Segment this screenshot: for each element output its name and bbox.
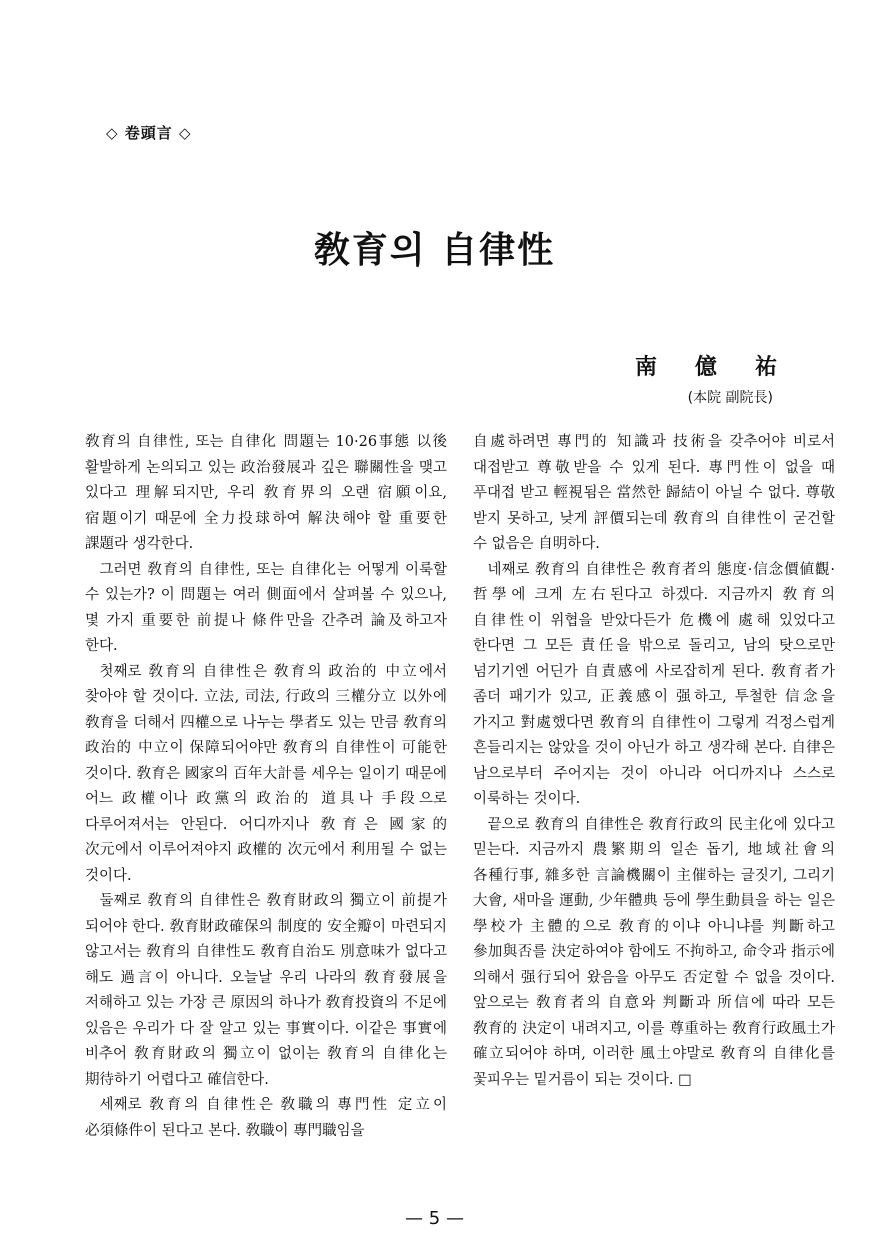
paragraph: 自處하려면 專門的 知識과 技術을 갖추어야 비로서 대접받고 尊敬받을 수 있게 된다. 專門性이 없을 때 푸대접 받고 輕視됨은 當然한 歸結이 아닐 수 없다. 尊敬 받지 못하고, 낮게 評價되는데 敎育의 自律性이 굳건할 수 없음은 自明하다. — [473, 434, 835, 552]
paragraph: 둘째로 敎育의 自律性은 敎育財政의 獨立이 前提가 되어야 한다. 敎育財政確保의 制度的 安全瓣이 마련되지 않고서는 敎育의 自律性도 敎育自治도 別意味가 없다고 해도 過言이 아니다. 오늘날 우리 나라의 敎育發展을 저해하고 있는 가장 큰 原因의 하나가 敎育投資의 不足에 있음은 우리가 다 잘 알고 있는 事實이다. 이같은 事實에 비추어 敎育財政의 獨立이 없이는 敎育의 自律化는 期待하기 어렵다고 確信한다. — [85, 893, 447, 1088]
paragraph: 끝으로 敎育의 自律性은 敎育行政의 民主化에 있다고 믿는다. 지금까지 農繁期의 일손 돕기, 地域社會의 各種行事, 雜多한 言論機關이 主催하는 글짓기, 그리기 大會, 새마을 運動, 少年體典 등에 學生動員을 하는 일은 學校가 主體的으로 敎育的이냐 아니냐를 判斷하고 參加與否를 決定하여야 함에도 不拘하고, 命令과 指示에 의해서 强行되어 왔음을 아무도 否定할 수 없을 것이다. 앞으로는 敎育者의 自意와 判斷과 所信에 따라 모든 敎育的 決定이 내려지고, 이를 尊重하는 敎育行政風土가 確立되어야 하며, 이러한 風土야말로 敎育의 自律化를 꽃피우는 밑거름이 되는 것이다. □ — [473, 816, 835, 1088]
paragraph: 세째로 敎育의 自律性은 敎職의 專門性 定立이 必須條件이 된다고 본다. 敎職이 專門職임을 — [85, 1097, 447, 1139]
page-number: — 5 — — [405, 1208, 464, 1229]
article-title: 敎育의 自律性 — [313, 230, 556, 271]
paragraph: 네째로 敎育의 自律性은 敎育者의 態度·信念價値觀·哲學에 크게 左右된다고 하겠다. 지금까지 敎育의 自律性이 위협을 받았다든가 危機에 處해 있었다고 한다면 그 모든 責任을 밖으로 돌리고, 남의 탓으로만 넘기기엔 어딘가 自責感에 사로잡히게 된다. 敎育者가 좀더 패기가 있고, 正義感이 强하고, 투철한 信念을 가지고 對處했다면 敎育의 自律性이 그렇게 걱정스럽게 흔들리지는 않았을 것이 아닌가 하고 생각해 본다. 自律은 남으로부터 주어지는 것이 아니라 어디까지나 스스로 이룩하는 것이다. — [473, 561, 835, 807]
byline — [634, 350, 815, 407]
author-name: 南億祐 — [634, 355, 815, 380]
column-label: ◇ 卷頭言 ◇ — [106, 124, 192, 142]
body-column-right — [473, 430, 835, 1093]
author-affiliation: (本院 副院長) — [687, 390, 773, 406]
paragraph: 그러면 敎育의 自律性, 또는 自律化는 어떻게 이룩할 수 있는가? 이 問題는 여러 側面에서 살펴볼 수 있으나, 몇 가지 重要한 前提나 條件만을 간추려 論及하고자 한다. — [85, 561, 447, 654]
body-column-left — [85, 430, 447, 1144]
paragraph: 첫째로 敎育의 自律性은 敎育의 政治的 中立에서 찾아야 할 것이다. 立法, 司法, 行政의 三權分立 以外에 敎育을 더해서 四權으로 나누는 學者도 있는 만큼 敎育의 政治的 中立이 保障되어야만 敎育의 自律性이 可能한 것이다. 敎育은 國家의 百年大計를 세우는 일이기 때문에 어느 政權이나 政黨의 政治的 道具나 手段으로 다루어져서는 안된다. 어디까지나 敎育은 國家的 次元에서 이루어져야지 政權的 次元에서 利用될 수 없는 것이다. — [85, 663, 447, 884]
paragraph: 敎育의 自律性, 또는 自律化 問題는 10·26事態 以後 활발하게 논의되고 있는 政治發展과 깊은 聯關性을 맺고 있다고 理解되지만, 우리 敎育界의 오랜 宿願이요, 宿題이기 때문에 全力投球하여 解決해야 할 重要한 課題라 생각한다. — [85, 434, 447, 552]
